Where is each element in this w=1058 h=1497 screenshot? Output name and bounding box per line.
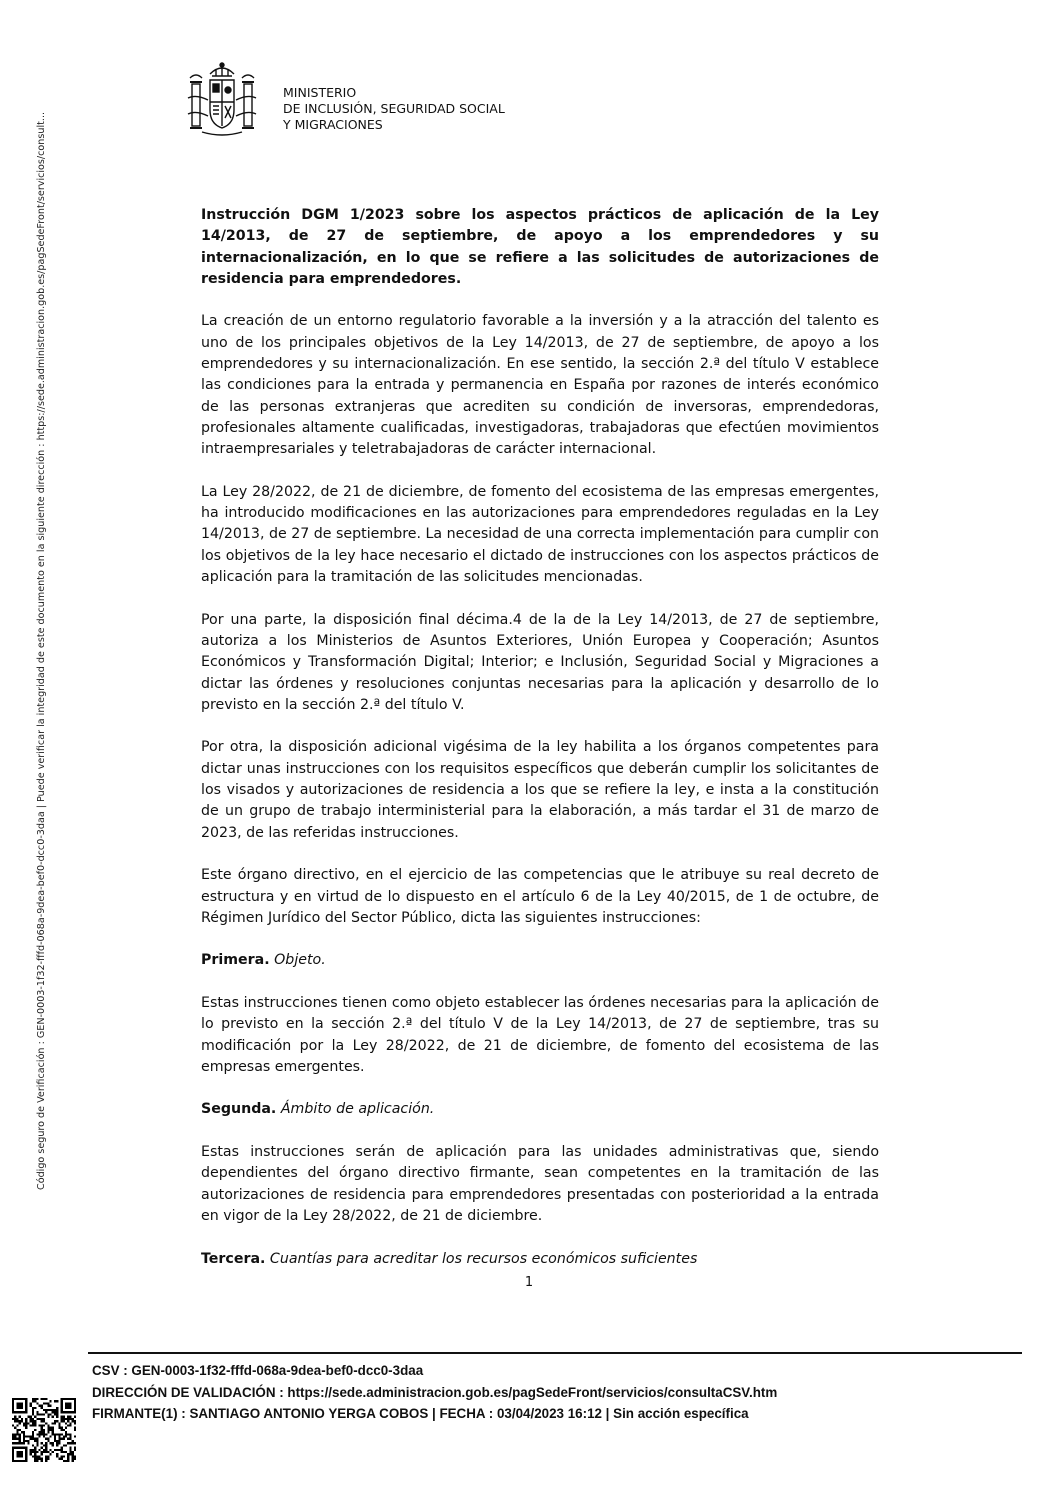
section-label: Segunda.	[201, 1101, 277, 1118]
paragraph-2: La Ley 28/2022, de 21 de diciembre, de fomento del ecosistema de las empresas emergentes, ha introducido modificaciones en las autorizaciones para emprendedores reguladas en la Ley 14/2013, de 27 de septiembre. La necesidad de una correcta implementación para cumplir con los objetivos de la ley hace necesario el dictado de instrucciones con los aspectos prácticos de aplicación para la tramitación de las solicitudes mencionadas.	[201, 483, 879, 586]
section-text-segunda: Estas instrucciones serán de aplicación para las unidades administrativas que, siendo dependientes del órgano directivo firmante, sean competentes en la tramitación de las autorizaciones de residencia para emprendedores presentadas con posterioridad a la entrada en vigor de la Ley 28/2022, de 21 de diciembre.	[201, 1144, 879, 1224]
footer-divider	[88, 1352, 1022, 1354]
paragraph-4: Por otra, la disposición adicional vigésima de la ley habilita a los órganos competentes para dictar unas instrucciones con los requisitos específicos que deberán cumplir los solicitantes de los visados y autorizaciones de residencia a los que se refiere la ley, e insta a la constitución de un grupo de trabajo interministerial para la elaboración, a más tardar el 31 de marzo de 2023, de las referidas instrucciones.	[201, 739, 879, 841]
ministry-line-2: DE INCLUSIÓN, SEGURIDAD SOCIAL	[283, 101, 505, 116]
spain-coat-of-arms-icon	[186, 58, 258, 140]
section-title: Objeto.	[274, 952, 326, 969]
paragraph-5: Este órgano directivo, en el ejercicio de las competencias que le atribuye su real decreto de estructura y en virtud de lo dispuesto en el artículo 6 de la Ley 40/2015, de 1 de octubre, de Régimen Jurídico del Sector Público, dicta las siguientes instrucciones:	[201, 867, 879, 926]
section-label: Primera.	[201, 952, 270, 969]
qr-code-icon	[12, 1398, 76, 1462]
paragraph-1: La creación de un entorno regulatorio favorable a la inversión y a la atracción del talento es uno de los principales objetivos de la Ley 14/2013, de 27 de septiembre, de apoyo a los emprendedores y su internacionalización. En ese sentido, la sección 2.ª del título V establece las condiciones para la entrada y permanencia en España por razones de interés económico de las personas extranjeras que acrediten su condición de inversoras, emprendedoras, profesionales altamente cualificadas, investigadoras, trabajadoras que efectúen movimientos intraempresariales y teletrabajadoras de carácter internacional.	[201, 313, 879, 458]
csv-code: CSV : GEN-0003-1f32-fffd-068a-9dea-bef0-dcc0-3daa	[92, 1363, 424, 1378]
ministry-name	[283, 85, 505, 133]
section-heading-primera	[201, 950, 879, 971]
section-text-primera: Estas instrucciones tienen como objeto establecer las órdenes necesarias para la aplicación de lo previsto en la sección 2.ª del título V de la Ley 14/2013, de 27 de septiembre, tras su modificación por la Ley 28/2022, de 21 de diciembre, de fomento del ecosistema de las empresas emergentes.	[201, 994, 879, 1075]
ministry-line-3: Y MIGRACIONES	[283, 117, 383, 132]
page-number: 1	[524, 1275, 534, 1290]
verification-side-text: Código seguro de Verificación : GEN-0003-1f32-fffd-068a-9dea-bef0-dcc0-3daa | Puede verificar la integridad de este documento en la siguiente dirección : https://sede.administracion.gob.es/pagSedeFront/servicios/consult...	[36, 111, 47, 1190]
document-body	[201, 205, 879, 1291]
signer-info: FIRMANTE(1) : SANTIAGO ANTONIO YERGA COBOS | FECHA : 03/04/2023 16:12 | Sin acción específica	[92, 1406, 749, 1421]
section-heading-tercera	[201, 1249, 879, 1270]
document-title: Instrucción DGM 1/2023 sobre los aspectos prácticos de aplicación de la Ley 14/2013, de 27 de septiembre, de apoyo a los emprendedores y su internacionalización, en lo que se refiere a las solicitudes de autorizaciones de residencia para emprendedores.	[201, 207, 879, 287]
signature-footer	[92, 1360, 777, 1425]
validation-url: DIRECCIÓN DE VALIDACIÓN : https://sede.administracion.gob.es/pagSedeFront/servicios/consultaCSV.htm	[92, 1384, 778, 1400]
paragraph-3: Por una parte, la disposición final décima.4 de la de la Ley 14/2013, de 27 de septiembre, autoriza a los Ministerios de Asuntos Exteriores, Unión Europea y Cooperación; Asuntos Económicos y Transformación Digital; Interior; e Inclusión, Seguridad Social y Migraciones a dictar las órdenes y resoluciones conjuntas necesarias para la aplicación y desarrollo de lo previsto en la sección 2.ª del título V.	[201, 611, 879, 713]
section-label: Tercera.	[201, 1250, 266, 1267]
section-heading-segunda	[201, 1099, 879, 1120]
ministry-line-1: MINISTERIO	[283, 85, 357, 100]
section-title: Cuantías para acreditar los recursos económicos suficientes	[269, 1250, 698, 1267]
section-title: Ámbito de aplicación.	[280, 1101, 435, 1118]
